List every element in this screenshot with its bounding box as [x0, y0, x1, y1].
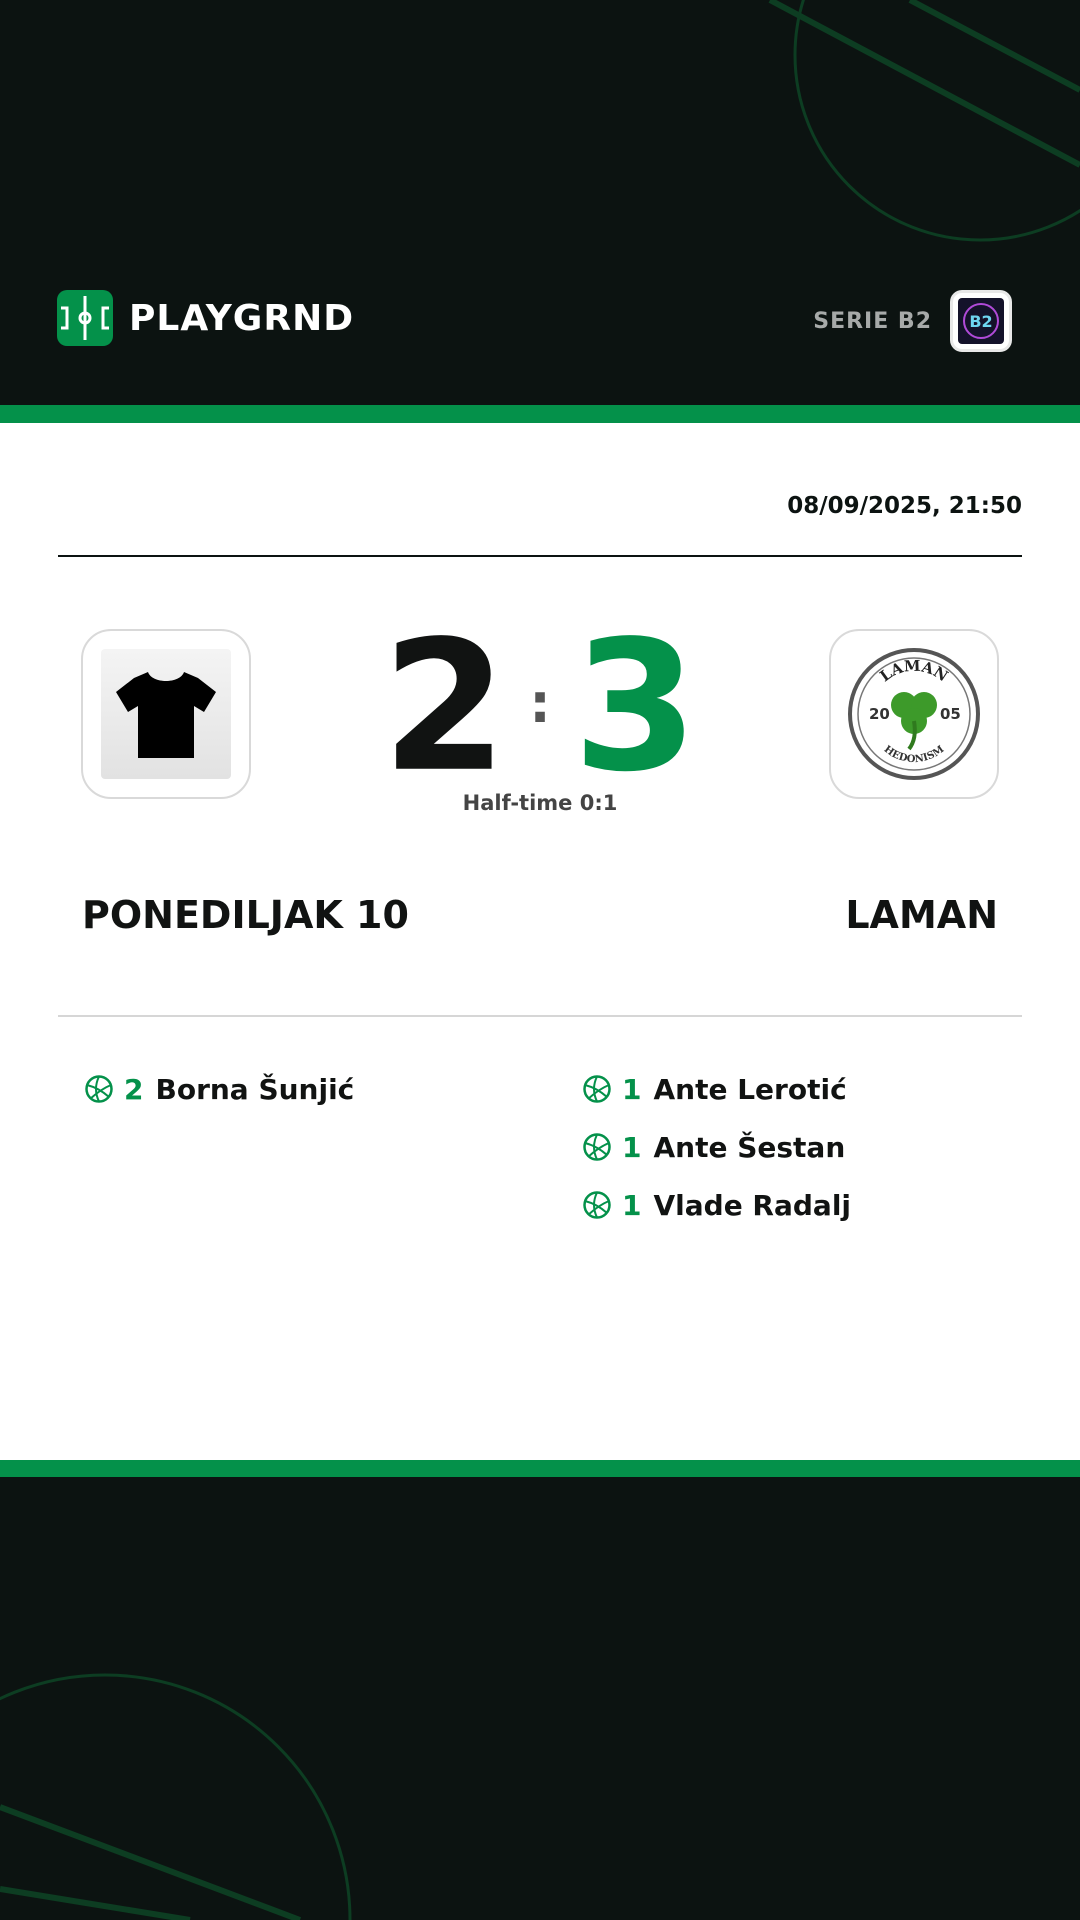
scorer-name: Borna Šunjić [155, 1072, 355, 1106]
match-card [0, 423, 1080, 1460]
league-logo [950, 290, 1012, 352]
scorer-name: Ante Lerotić [653, 1072, 847, 1106]
away-scorer [582, 1185, 851, 1225]
league-info [813, 290, 1012, 352]
away-score: 3 [572, 602, 699, 812]
divider [58, 1015, 1022, 1017]
football-icon [582, 1074, 612, 1104]
away-team-name: LAMAN [845, 893, 998, 937]
scorer-name: Ante Šestan [653, 1130, 846, 1164]
crest-year-right: 05 [940, 705, 961, 723]
scorer-name: Vlade Radalj [653, 1188, 852, 1222]
pitch-decoration [0, 1477, 1080, 1920]
goal-count: 1 [622, 1072, 642, 1106]
football-icon [582, 1132, 612, 1162]
match-datetime: 08/09/2025, 21:50 [787, 493, 1022, 519]
football-icon [582, 1190, 612, 1220]
away-scorer [582, 1127, 845, 1167]
away-scorer [582, 1069, 847, 1109]
goal-count: 2 [124, 1072, 144, 1106]
header-band [0, 0, 1080, 405]
divider [58, 555, 1022, 557]
score-separator: : [529, 671, 551, 735]
goal-count: 1 [622, 1188, 642, 1222]
football-icon [84, 1074, 114, 1104]
league-logo-text: B2 [969, 312, 993, 331]
home-score: 2 [381, 602, 508, 812]
league-name: SERIE B2 [813, 308, 932, 334]
crest-bottom-text: HEDONISM [881, 743, 947, 766]
footer-band [0, 1477, 1080, 1920]
halftime-score: Half-time 0:1 [462, 791, 618, 815]
away-team-badge [829, 629, 999, 799]
brand [57, 290, 354, 346]
home-team-name: PONEDILJAK 10 [82, 893, 409, 937]
pitch-icon [57, 290, 113, 346]
home-scorer [84, 1069, 354, 1109]
brand-name: PLAYGRND [129, 297, 355, 339]
goal-count: 1 [622, 1130, 642, 1164]
top-accent-bar [0, 405, 1080, 423]
laman-crest [847, 647, 981, 781]
crest-year-left: 20 [869, 705, 890, 723]
bottom-accent-bar [0, 1460, 1080, 1478]
crest-top-text: LAMAN [876, 656, 952, 686]
